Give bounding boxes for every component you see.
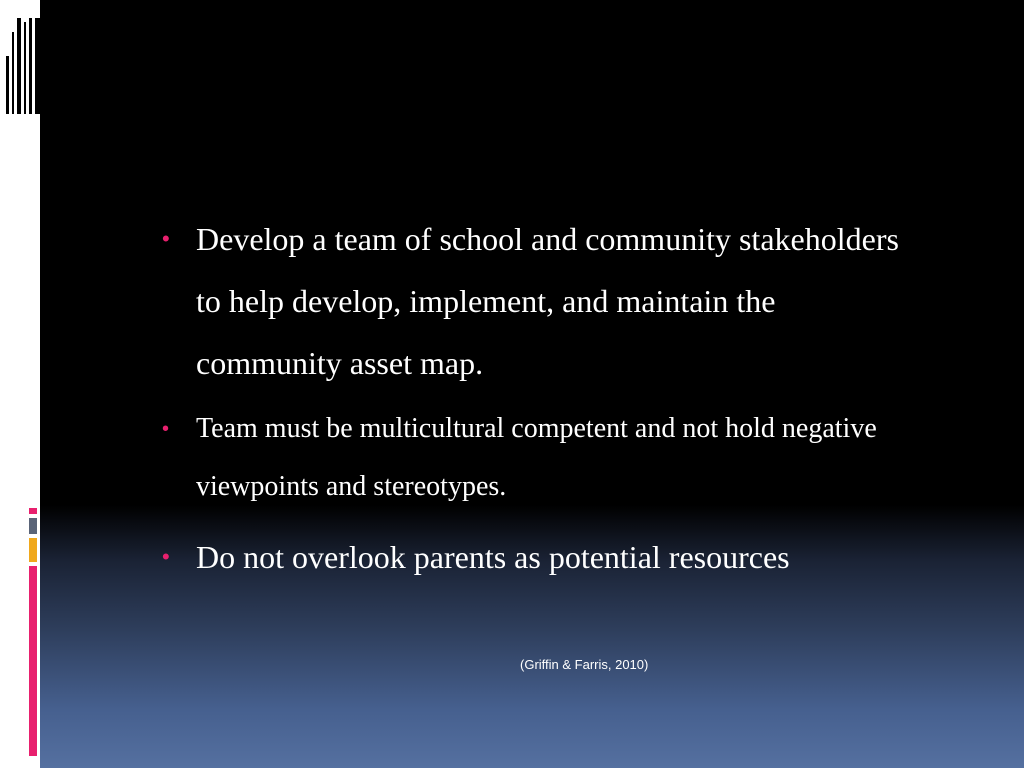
bullet-text: Do not overlook parents as potential resources	[196, 539, 790, 575]
bullet-text: Team must be multicultural competent and not hold negative viewpoints and stereotypes.	[196, 413, 877, 502]
accent-bar-pink-small	[29, 508, 37, 514]
accent-bar-slate	[29, 518, 37, 534]
accent-bars-decoration	[0, 0, 40, 768]
bullet-item	[162, 526, 922, 588]
citation: (Griffin & Farris, 2010)	[520, 657, 649, 672]
accent-bar-pink-tall	[29, 566, 37, 756]
accent-bar-gold	[29, 538, 37, 562]
bullet-list	[162, 208, 922, 588]
bullet-text: Develop a team of school and community stakeholders to help develop, implement, and maintain the community asset map.	[196, 221, 899, 381]
bullet-item	[162, 400, 922, 516]
bullet-item	[162, 208, 922, 394]
bullet-marker-icon: •	[162, 418, 170, 440]
bullet-marker-icon: •	[162, 226, 170, 251]
bullet-marker-icon: •	[162, 544, 170, 569]
